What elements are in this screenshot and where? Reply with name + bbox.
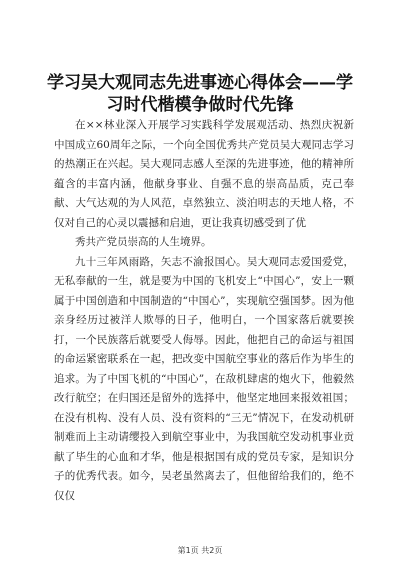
- paragraph-main: 九十三年风雨路，矢志不渝报国心。吴大观同志爱国爱党，无私奉献的一生，就是要为中国的飞机安上“中国心”，安上一颗属于中国创造和中国制造的“中国心”，实现航空强国梦。因为他亲身经历过被洋人欺辱的日子，他明白，一个国家落后就要挨打，一个民族落后就要受人侮辱。因此，他把自己的命运与祖国的命运紧密联系在一起，把改变中国航空事业的落后作为毕生的追求。为了中国飞机的“中国心”，在敌机肆虐的炮火下，他毅然改行航空；在归国还是留外的选择中，他坚定地回来报效祖国；在没有机构、没有人员、没有资料的“三无”情况下，在发动机研制难而上主动请缨投入到航空事业中，为我国航空发动机事业贡献了毕生的心血和才华，他是根据国有成的党员专家，是知识分子的优秀代表。如今，吴老虽然离去了，但他留给我们的，绝不仅仅: [54, 255, 354, 502]
- paragraph-intro: 在××林业深入开展学习实践科学发展观活动、热烈庆祝新中国成立60周年之际，一个向全国优秀共产党员吴大观同志学习的热潮正在兴起。吴大观同志感人至深的先进事迹，他的精神所蕴含的丰富内涵，他献身事业、自强不息的崇高品质，克己奉献、大气达观的为人风范，卓然独立、淡泊明志的天地人格，不仅对自己的心灵以震撼和启迪，更让我真切感受到了优: [54, 119, 354, 229]
- document-body: [54, 116, 354, 506]
- document-title: 学习吴大观同志先进事迹心得体会——学习时代楷模争做时代先锋: [47, 73, 353, 115]
- paragraph-intro-end: 秀共产党员崇高的人生境界。: [75, 236, 212, 248]
- page-number: 第1页 共2页: [177, 546, 223, 555]
